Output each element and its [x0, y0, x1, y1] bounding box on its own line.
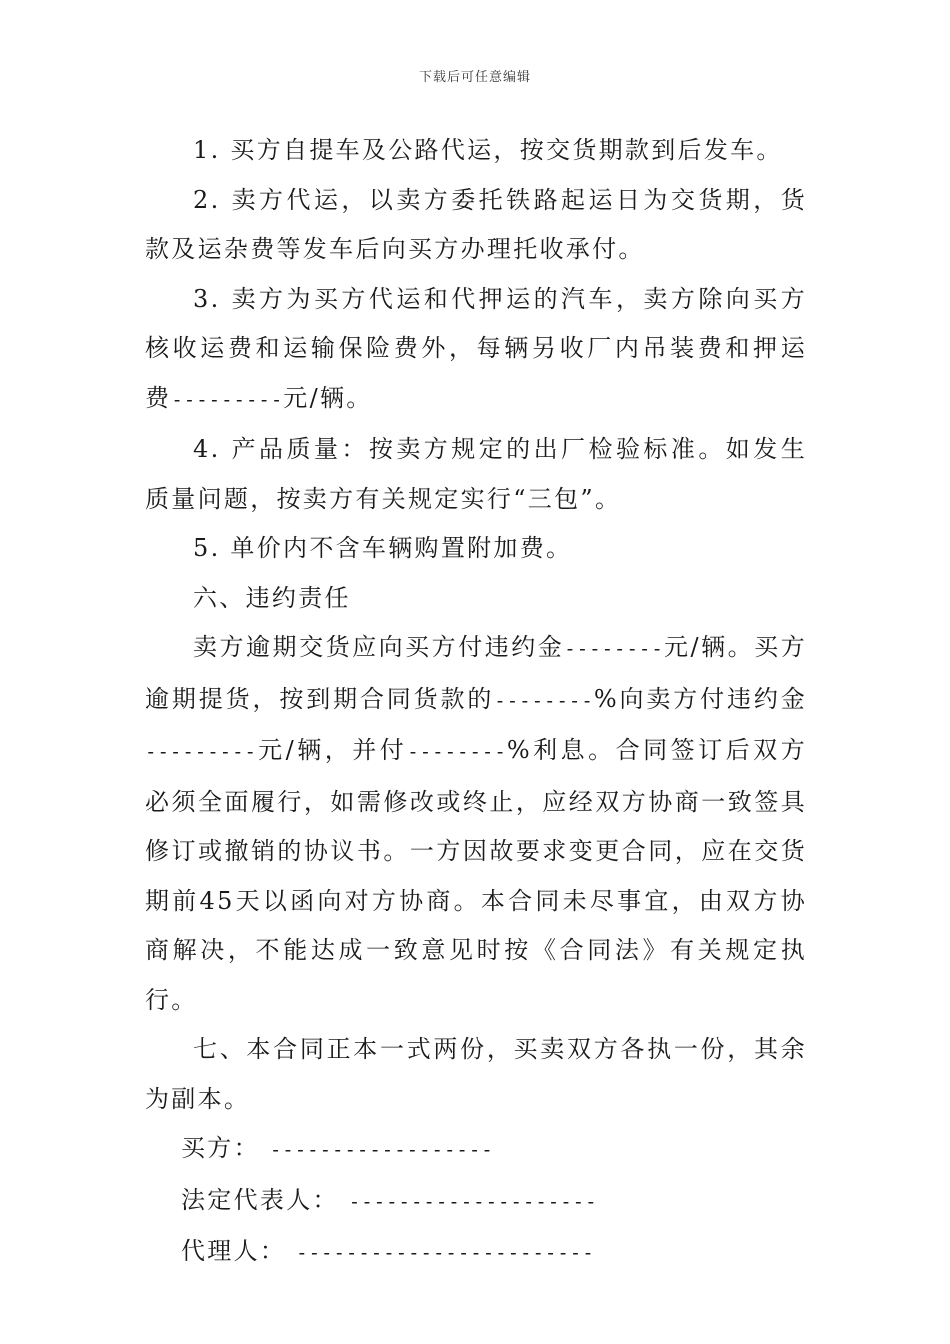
clause-5: 5. 单价内不含车辆购置附加费。 — [193, 534, 573, 562]
blank-percent-1: -------- — [494, 689, 594, 712]
clause-3-unit: 元/辆。 — [283, 383, 373, 412]
representative-label: 法定代表人： — [181, 1185, 339, 1214]
document-body — [145, 126, 807, 1279]
section-7: 七、本合同正本一式两份，买卖双方各执一份，其余为副本。 — [145, 1035, 807, 1113]
liability-text-c: %向卖方付违约金 — [593, 684, 807, 713]
agent-signature — [145, 1227, 807, 1279]
liability-text-b: 元/辆。买方逾期提货，按到期合同货款的 — [145, 633, 807, 713]
agent-line: ------------------------ — [296, 1242, 595, 1264]
clause-3-text: 3. 卖方为买方代运和代押运的汽车，卖方除向买方核收运费和运输保险费外，每辆另收厂内吊装费和押运费 — [145, 284, 807, 412]
clause-1: 1. 买方自提车及公路代运，按交货期款到后发车。 — [193, 136, 783, 164]
liability-text-d: 元/辆，并付 — [256, 736, 408, 764]
buyer-line: ------------------ — [269, 1139, 494, 1161]
clause-3 — [145, 275, 807, 426]
representative-signature — [145, 1176, 807, 1228]
clause-4: 4. 产品质量：按卖方规定的出厂检验标准。如发生质量问题，按卖方有关规定实行“三包”。 — [145, 435, 807, 513]
blank-penalty-1: -------- — [564, 638, 664, 660]
clause-2: 2. 卖方代运，以卖方委托铁路起运日为交货期，货款及运杂费等发车后向买方办理托收承付。 — [145, 185, 807, 263]
section-6-body — [145, 623, 807, 1025]
liability-text-e: %利息。合同签订后双方必须全面履行，如需修改或终止，应经双方协商一致签具修订或撤销的协议书。一方因故要求变更合同，应在交货期前45天以函向对方协商。本合同未尽事宜，由双方协商解决，不能达成一致意见时按《合同法》有关规定执行。 — [145, 736, 807, 1014]
blank-percent-2: -------- — [407, 741, 507, 763]
page-header: 下载后可任意编辑 — [418, 70, 531, 85]
liability-text-a: 卖方逾期交货应向买方付违约金 — [193, 633, 565, 661]
blank-fee: --------- — [171, 388, 284, 411]
blank-penalty-2: --------- — [145, 741, 257, 763]
agent-label: 代理人： — [181, 1237, 287, 1265]
buyer-label: 买方： — [181, 1134, 260, 1162]
representative-line: -------------------- — [348, 1190, 598, 1213]
buyer-signature — [145, 1124, 807, 1176]
section-6-heading: 六、违约责任 — [193, 583, 351, 612]
